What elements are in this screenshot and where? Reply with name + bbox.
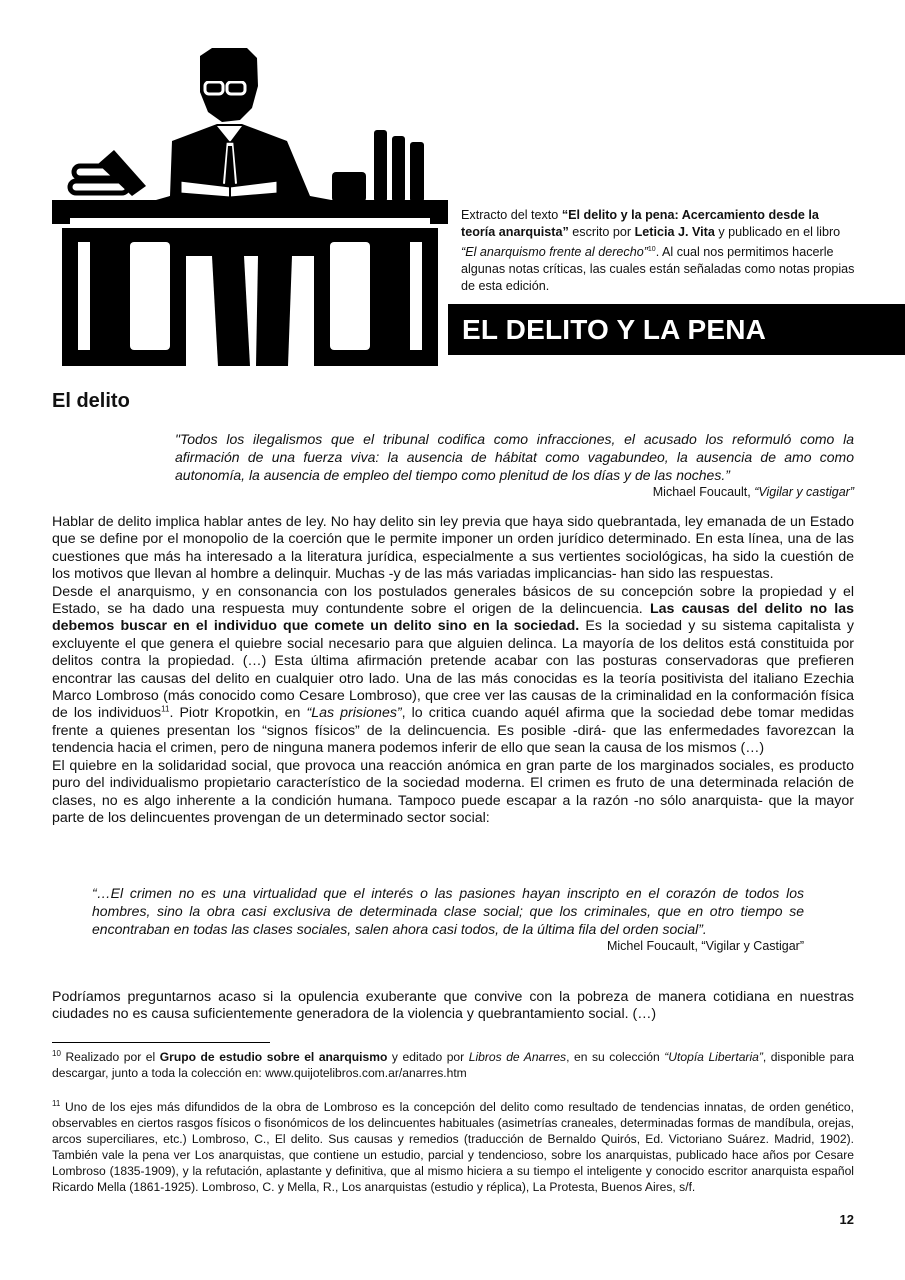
standing-books-icon [332,130,424,202]
head-shape [200,48,258,122]
page-title: EL DELITO Y LA PENA [462,314,767,345]
body-paragraph-1: Hablar de delito implica hablar antes de ley. No hay delito sin ley previa que haya sido quebrantada, ley emanada de un Estado que se define por el monopolio de la coerción que le permite imponer un orden jurídico determinado. En esta línea, una de las cuestiones que más ha interesado a la literatura jurídica, especialmente a sus vertientes sociológicas, ha sido la cuestión de los motivos que llevan al hombre a delinquir. Muchas -y de las más variadas implicancias- han sido las respuestas. [52,514,854,583]
body-p2-c: . Piotr Kropotkin, en [169,705,307,722]
body-p2-a: Desde el anarquismo, y en consonancia con los postulados generales básicos de su concepción sobre la propiedad y el Estado, se ha dado una respuesta muy contundente sobre el origen de la delincuencia. [52,583,854,618]
footnote-10 [52,1049,854,1081]
footnote-11 [52,1099,854,1196]
intro-prefix: Extracto del texto [461,208,562,222]
intro-mid1: escrito por [568,225,635,239]
intro-author: Leticia J. Vita [634,225,715,239]
epigraph-1-author: Michael Foucault, [652,485,755,499]
intro-work-title: “El delito y la pena: Acercamiento desde la teoría anarquista” [461,208,819,239]
body-p2-bold: Las causas del delito no las debemos buscar en el individuo que comete un delito sino en la sociedad. [52,601,854,635]
footnote-11-text: Uno de los ejes más difundidos de la obra de Lombroso es la concepción del delito como resultado de tendencias innatas, de orden genético, observables en ciertos rasgos físicos o fisonómicos de los delincuentes habituales (asimetrías craneales, determinadas formas de mandíbula, orejas, arcos superciliares, etc.) Lombroso, C., El delito. Sus causas y remedios (traducción de Bernaldo Quirós, Ed. Victoriano Suárez. Madrid, 1902). También vale la pena ver Los anarquistas, que contiene un estudio, parcial y tendencioso, sobre los anarquistas, publicado hace años por Cesare Lombroso (1835-1909), y la refutación, aplastante y definitiva, que al mismo hiciera a su tiempo el inteligente y conocido escritor anarquista español Ricardo Mella (1861-1925). Lombroso, C. y Mella, R., Los anarquistas (estudio y réplica), La Protesta, Buenos Aires, s/f. [52,1100,854,1195]
intro-mid2: y publicado en el libro [714,225,841,239]
footnote-10-number: 10 [52,1048,61,1058]
footnote-10-italic1: Libros de Anarres [468,1050,567,1064]
body-paragraph-3: El quiebre en la solidaridad social, que provoca una reacción anómica en gran parte de los marginados sociales, es producto puro del individualismo propietario característico de la sociedad moderna. El crimen es fruto de una determinada relación de clases, no es algo inherente a la condición humana. Tampoco puede escapar a la razón -no sólo anarquista- que la mayor parte de los delincuentes provengan de un determinado sector social: [52,757,854,826]
epigraph-1-work: “Vigilar y castigar” [754,485,854,499]
body-p2-b: Es la sociedad y su sistema capitalista y excluyente el que genera el quiebre social necesario para que alguien delinca. La mayoría de los delitos está constituida por delitos contra la propiedad. (…) Esta última afirmación pretende acabar con las posturas conservadoras que prefieren encontrar las causas del delito en cualquier otro lado. Una de las más conocidas es la teoría positivista del italiano Ezechia Marco Lombroso (más conocido como Cesare Lombroso), que cree ver las causas de la criminalidad en la conformación física de los individuos [52,618,854,722]
footnote-divider [52,1042,270,1043]
epigraph-2-attribution: Michel Foucault, “Vigilar y Castigar” [606,939,804,953]
body-text [52,514,854,827]
title-bar [448,304,905,355]
body-p2-d: , lo critica cuando aquél afirma que la sociedad debe tomar medidas frente a quienes presentan los “signos físicos” de la delincuencia. Es posible -dirá- que las enfermedades favorezcan la tendencia hacia el crimen, pero de ninguna manera podemos inferir de ello que sean la causa de los mismos (…) [52,705,855,757]
footnote-11-number: 11 [52,1098,61,1108]
footnote-10-italic2: “Utopía Libertaria” [664,1050,763,1064]
epigraph-2-text: “…El crimen no es una virtualidad que el interés o las pasiones hayan inscripto en el corazón de todos los hombres, sino la obra casi exclusiva de determinada clase social; que los criminales, que en otro tiempo se encontraban en todas las clases sociales, salen ahora casi todos, de la última fila del orden social”. [92,885,804,937]
footnote-10-b: y editado por [387,1050,469,1064]
page-number: 12 [839,1212,854,1227]
body-p2-italic: “Las prisiones” [306,705,402,722]
footnote-10-c: , en su colección [566,1050,665,1064]
intro-suffix: . Al cual nos permitimos hacerle algunas notas críticas, las cuales están señaladas como notas propias de esta edición. [461,245,855,294]
body-paragraph-2 [52,584,854,758]
epigraph-foucault-1 [175,430,854,500]
body-footnote-ref-11[interactable]: 11 [161,704,170,714]
footnote-10-d[interactable]: , disponible para descargar, junto a toda la colección en: www.quijotelibros.com.ar/anarres.htm [52,1050,854,1081]
footnote-10-bold: Grupo de estudio sobre el anarquismo [159,1050,388,1064]
intro-paragraph [461,207,855,295]
intro-book: “El anarquismo frente al derecho” [461,245,648,260]
man-at-desk-illustration [52,46,448,366]
section-heading: El delito [52,390,130,412]
closing-paragraph: Podríamos preguntarnos acaso si la opulencia exuberante que convive con la pobreza de manera cotidiana en nuestras ciudades no es causa suficientemente generadora de la violencia y quebrantamiento social. (…) [52,989,854,1023]
epigraph-1-text: "Todos los ilegalismos que el tribunal codifica como infracciones, el acusado los reformuló como la afirmación de una fuerza viva: la ausencia de hábitat como vagabundeo, la ausencia de amo como autonomía, la ausencia de empleo del tiempo como plenitud de los días y de las noches.” [175,431,854,483]
intro-footnote-ref[interactable]: 10 [647,246,656,253]
footnote-10-a: Realizado por el [60,1050,160,1064]
desk-pedestals-shape [62,228,438,366]
epigraph-foucault-2 [92,884,804,954]
epigraph-1-attribution [175,484,854,500]
